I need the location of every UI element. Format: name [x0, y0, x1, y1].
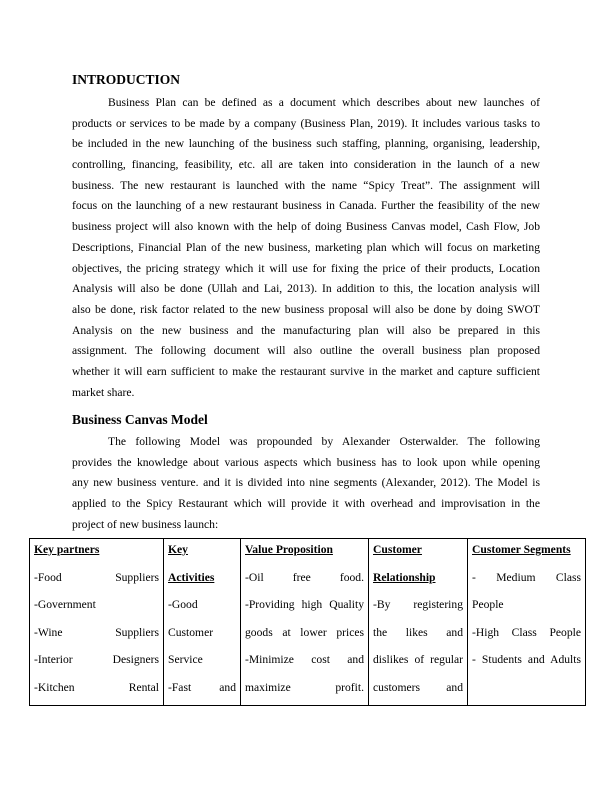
column-heading: Value Proposition: [245, 543, 333, 556]
business-canvas-paragraph: [72, 432, 540, 535]
cell-line: -High Class People: [472, 625, 581, 639]
cell-line: goods at lower prices: [245, 625, 364, 639]
text-line: project of new business launch:: [72, 517, 219, 531]
column-heading: Relationship: [373, 570, 436, 584]
text-line: any new business venture. and it is divided into nine segments (Alexander, 2012). The Model is: [72, 476, 540, 490]
business-canvas-table: [29, 538, 586, 706]
cell-line: maximize profit.: [245, 680, 364, 694]
text-line: The following Model was propounded by Alexander Osterwalder. The following: [108, 435, 540, 448]
text-line: objectives, the pricing strategy which it will use for fixing the price of their products, Location: [72, 261, 540, 275]
introduction-paragraph: [72, 93, 540, 403]
table-column-4: [468, 539, 586, 706]
cell-line: Service: [168, 653, 203, 667]
text-line: controlling, financing, feasibility, etc. all are taken into consideration in the launch of a new: [72, 158, 540, 172]
text-line: business. The new restaurant is launched with the name “Spicy Treat”. The assignment will: [72, 178, 540, 192]
cell-line: dislikes of regular: [373, 653, 463, 667]
introduction-heading: INTRODUCTION: [72, 72, 181, 87]
column-heading: Customer: [373, 543, 422, 556]
cell-line: - Medium Class: [472, 570, 581, 584]
cell-line: -Interior Designers: [34, 653, 159, 667]
cell-line: Customer: [168, 625, 214, 639]
text-line: market share.: [72, 385, 135, 399]
text-line: Analysis will also be done (Ullah and Lai, 2013). In addition to this, the location analysis will: [72, 282, 540, 296]
cell-line: People: [472, 598, 504, 612]
column-heading: Customer Segments: [472, 543, 571, 556]
cell-line: -Good: [168, 598, 198, 612]
column-heading: Key: [168, 543, 188, 556]
text-line: business project will also known with the help of doing Business Canvas model, Cash Flow, Job: [72, 220, 540, 234]
column-heading: Key partners: [34, 543, 100, 556]
table-column-3: [369, 539, 468, 706]
text-line: applied to the Spicy Restaurant which will provide it with overhead and improvisation in the: [72, 497, 540, 511]
cell-line: -Wine Suppliers: [34, 625, 159, 639]
table-column-0: [30, 539, 164, 706]
text-line: focus on the launching of a new restaurant business in Canada. Further the feasibility of the new: [72, 199, 540, 213]
text-line: be included in the new launching of the business such staffing, planning, organising, leadership,: [72, 137, 540, 151]
cell-line: -Minimize cost and: [245, 653, 364, 667]
table-column-1: [164, 539, 241, 706]
cell-line: -Fast and: [168, 680, 236, 694]
text-line: Descriptions, Financial Plan of the new business, marketing plan which will focus on marketing: [72, 240, 540, 254]
cell-line: -Providing high Quality: [245, 598, 364, 612]
text-line: whether it will earn sufficient to make the restaurant survive in the market and capture sufficient: [72, 364, 540, 378]
cell-line: -Kitchen Rental: [34, 680, 159, 694]
cell-line: -Oil free food.: [245, 570, 364, 584]
cell-line: -Food Suppliers: [34, 570, 159, 584]
column-heading: Activities: [168, 570, 215, 584]
cell-line: -Government: [34, 598, 96, 612]
text-line: products or services to be made by a company (Business Plan, 2019). It includes various tasks to: [72, 116, 540, 130]
cell-line: the likes and: [373, 625, 463, 639]
cell-line: customers and: [373, 680, 463, 694]
business-canvas-heading: Business Canvas Model: [72, 412, 208, 427]
table-column-2: [241, 539, 369, 706]
cell-line: - Students and Adults: [472, 653, 581, 667]
text-line: also be done, risk factor related to the new business proposal will also be done by doing SWOT: [72, 302, 540, 316]
text-line: provides the knowledge about various aspects which business has to look upon while opening: [72, 455, 540, 469]
text-line: assignment. The following document will also outline the overall business plan proposed: [72, 344, 540, 358]
cell-line: -By registering: [373, 598, 463, 612]
text-line: Business Plan can be defined as a document which describes about new launches of: [108, 96, 540, 109]
text-line: Analysis on the new business and the manufacturing plan will also be prepared in this: [72, 323, 540, 337]
